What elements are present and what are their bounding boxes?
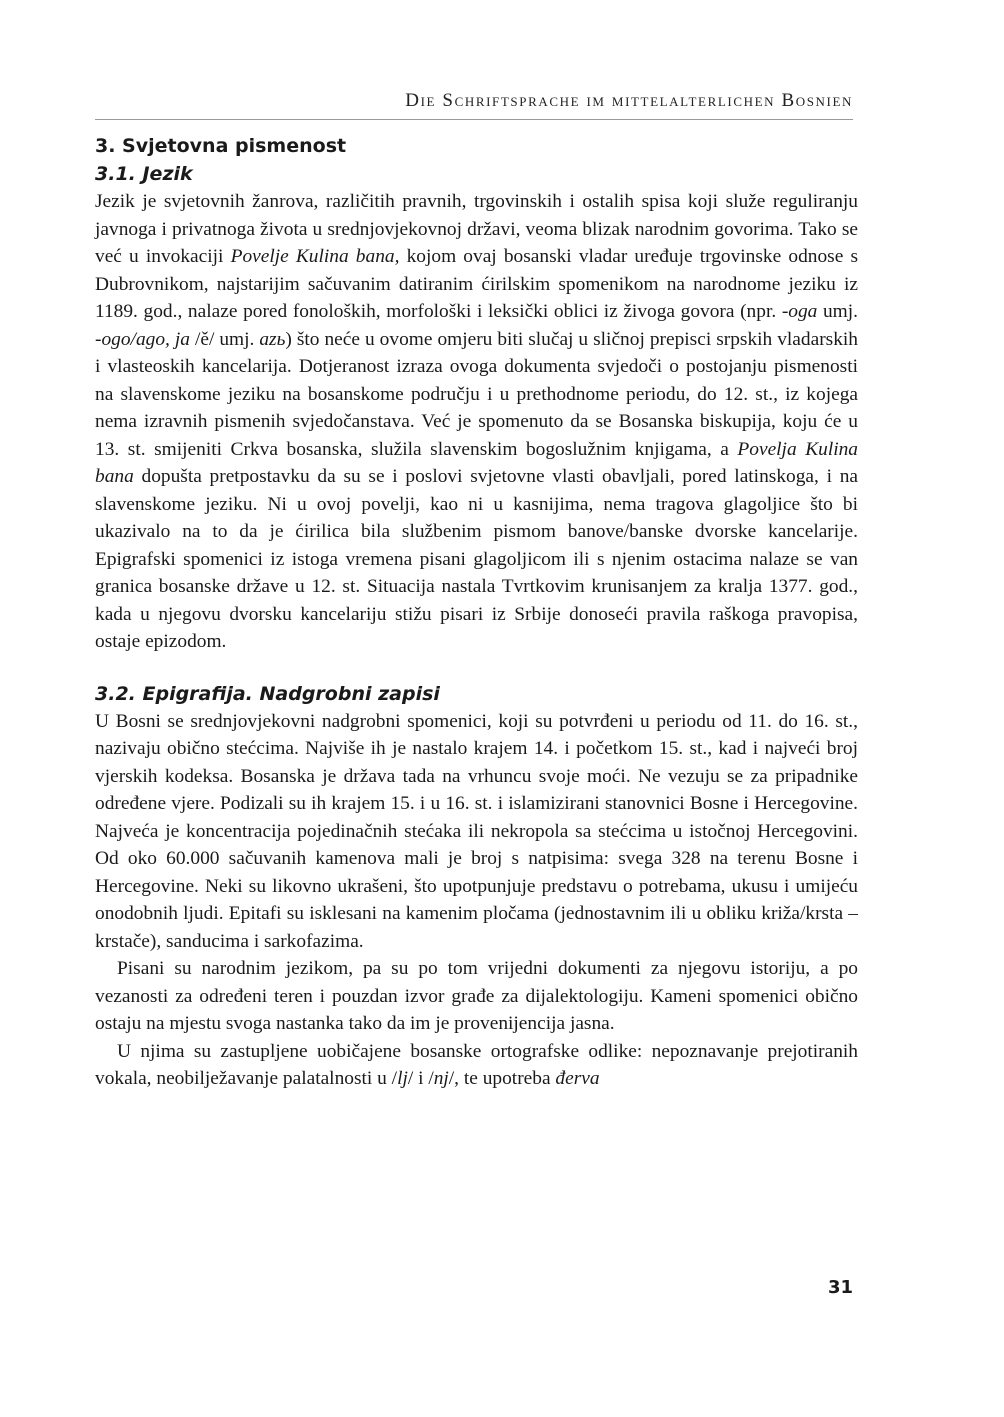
paragraph-epigrafija-3: U njima su zastupljene uobičajene bosanske ortografske odlike: nepoznavanje prejotiranih vokala, neobilježavanje palatalnosti u /lj/ i /nj/, te upotreba đerva [95, 1040, 858, 1089]
section-heading: 3. Svjetovna pismenost [95, 135, 347, 157]
subsection-heading-epigrafija: 3.2. Epigrafija. Nadgrobni zapisi [95, 682, 440, 705]
paragraph-epigrafija-1: U Bosni se srednjovjekovni nadgrobni spomenici, koji su potvrđeni u periodu od 11. do 16. st., nazivaju obično stećcima. Najviše ih je nastalo krajem 14. i početkom 15. st., kad i najveći broj vjerskih kodeksa. Bosanska je država tada na vrhuncu svoje moći. Ne vezuju se za pripadnike određene vjere. Podizali su ih krajem 15. i u 16. st. i islamizirani stanovnici Bosne i Hercegovine. Najveća je koncentracija pojedinačnih stećaka ili nekropola sa stećcima u istočnoj Hercegovini. Od oko 60.000 sačuvanih kamenova mali je broj s natpisima: svega 328 na terenu Bosne i Hercegovine. Neki su likovno ukrašeni, što upotpunjuje predstavu o potrebama, ukusu i umijeću onodobnih ljudi. Epitafi su isklesani na kamenim pločama (jednostavnim ili u obliku križa/krsta – krstače), sanducima i sarkofazima. [95, 710, 858, 952]
subsection-heading-jezik: 3.1. Jezik [95, 163, 193, 185]
header-rule [95, 119, 853, 120]
paragraph-epigrafija-2: Pisani su narodnim jezikom, pa su po tom vrijedni dokumenti za njegovu istoriju, a po vezanosti za određeni teren i pouzdan izvor građe za dijalektologiju. Kameni spomenici obično ostaju na mjestu svoga nastanka tako da im je provenijencija jasna. [95, 958, 858, 1034]
running-head: Die Schriftsprache im mittelalterlichen Bosnien [405, 90, 853, 111]
page-number: 31 [827, 1277, 853, 1298]
paragraph-jezik: Jezik je svjetovnih žanrova, različitih pravnih, trgovinskih i ostalih spisa koji služe reguliranju javnoga i privatnoga života u srednjovjekovnoj državi, veoma blizak narodnim govorima. Tako se već u invokaciji Povelje Kulina bana, kojom ovaj bosanski vladar uređuje trgovinske odnose s Dubrovnikom, najstarijim sačuvanim datiranim ćirilskim spomenikom na narodnome jeziku iz 1189. god., nalaze pored fonoloških, morfološki i leksički oblici iz živoga govora (npr. -oga umj. -ogo/ago, ja /ě/ umj. azь) što neće u ovome omjeru biti slučaj u sličnoj prepisci srpskih vladarskih i vlasteoskih kancelarija. Dotjeranost izraza ovoga dokumenta svjedoči o postojanju pismenosti na slavenskome jeziku na bosanskome području i u prethodnome periodu, do 12. st., iz kojega nema izravnih pismenih svjedočanstava. Već je spomenuto da se Bosanska biskupija, koju će u 13. st. smijeniti Crkva bosanska, služila slavenskim bogoslužnim knjigama, a Povelja Kulina bana dopušta pretpostavku da su se i poslovi svjetovne vlasti obavljali, pored latinskoga, i na slavenskome jeziku. Ni u ovoj povelji, kao ni u kasnijima, nema tragova glagoljice što bi ukazivalo na to da je ćirilica bila službenim pismom banove/banske dvorske kancelarije. Epigrafski spomenici iz istoga vremena pisani glagoljicom ili s njenim ostacima nalaze se van granica bosanske države u 12. st. Situacija nastala Tvrtkovim krunisanjem za kralja 1377. god., kada u njegovu dvorsku kancelariju stižu pisari iz Srbije donoseći pravila raškoga pravopisa, ostaje epizodom. [95, 191, 858, 652]
main-text [95, 132, 858, 1093]
